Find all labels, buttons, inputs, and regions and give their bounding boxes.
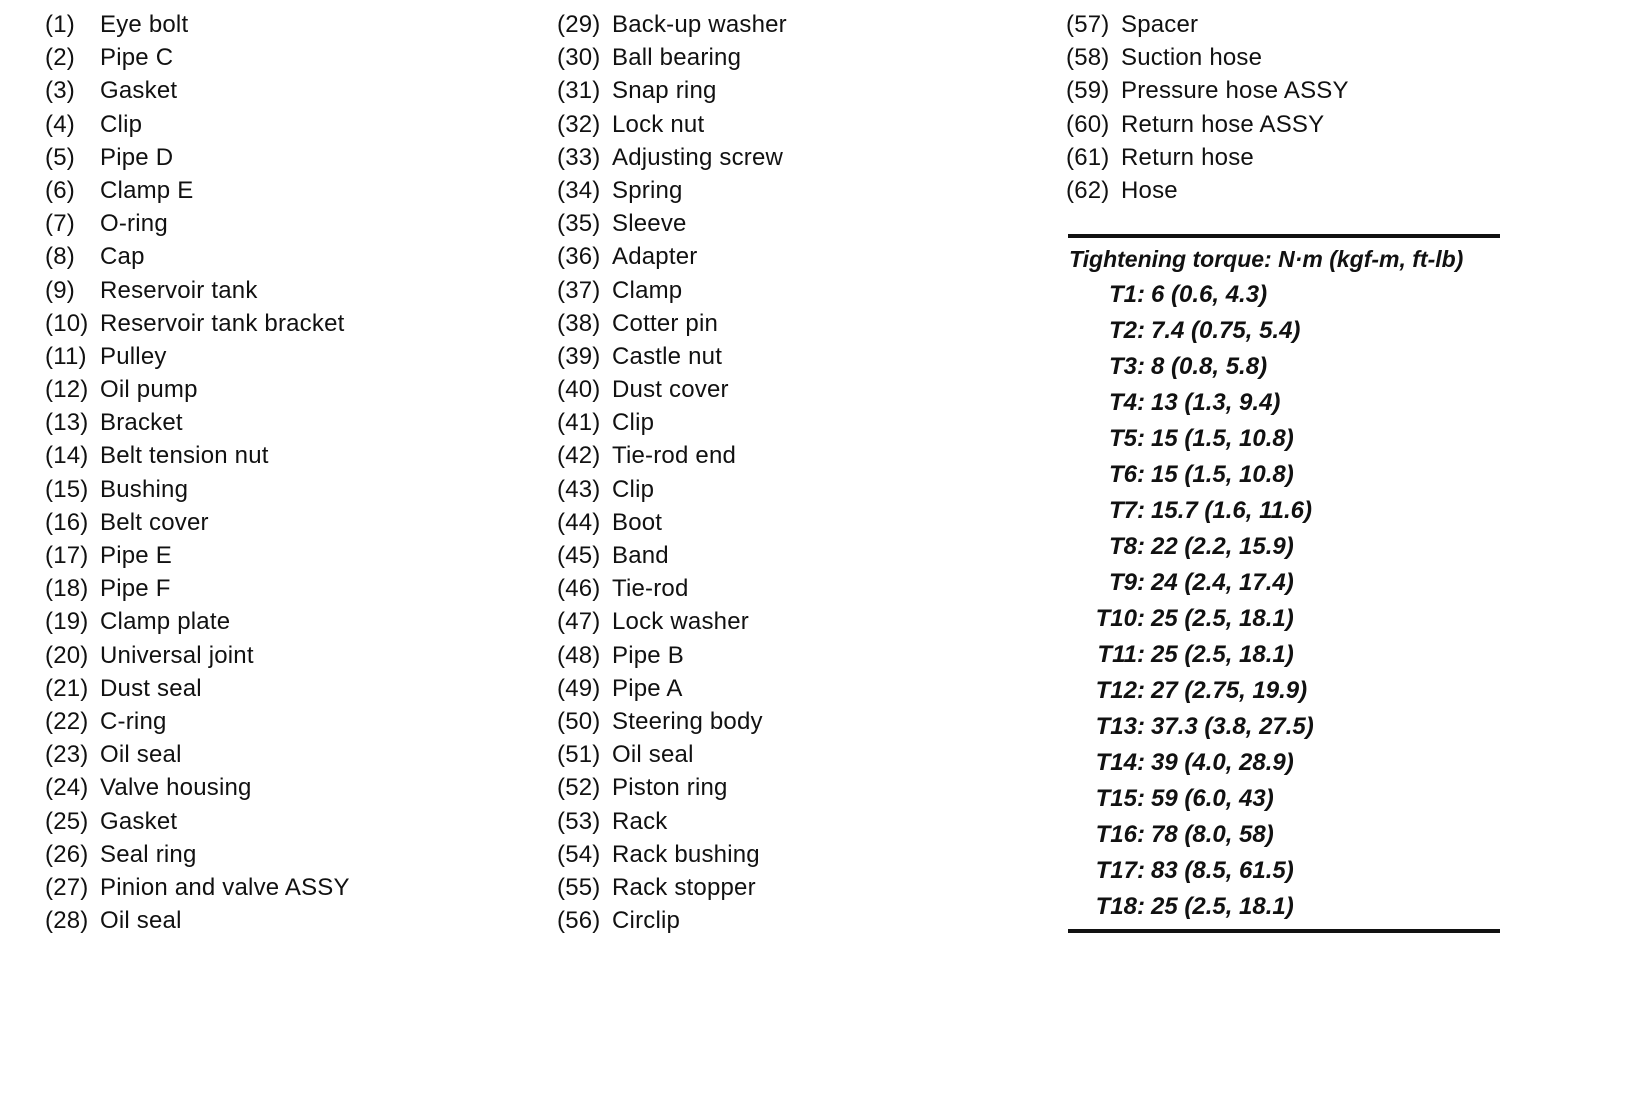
part-item: [557, 672, 787, 705]
torque-code: T18:: [1095, 893, 1145, 920]
torque-table: [1069, 241, 1463, 925]
torque-value: 22 (2.2, 15.9): [1151, 533, 1294, 560]
part-name: Pressure hose ASSY: [1121, 77, 1349, 105]
parts-list-column-2: [557, 8, 787, 937]
part-number: (43): [557, 475, 601, 503]
part-item: [45, 904, 350, 937]
part-number: (25): [45, 807, 89, 835]
part-name: Pinion and valve ASSY: [100, 873, 350, 901]
part-number: (53): [557, 807, 601, 835]
part-number: (38): [557, 309, 601, 337]
part-number: (11): [45, 342, 87, 370]
part-name: Bracket: [100, 409, 183, 437]
torque-row: [1069, 817, 1463, 853]
part-name: Pipe C: [100, 44, 174, 72]
part-number: (15): [45, 475, 89, 503]
part-name: Rack bushing: [612, 840, 760, 868]
part-name: Tie-rod end: [612, 442, 737, 470]
torque-code: T12:: [1095, 677, 1145, 704]
part-item: [45, 373, 350, 406]
torque-code: T6:: [1109, 461, 1145, 488]
part-item: [557, 506, 787, 539]
part-item: [45, 838, 350, 871]
part-number: (46): [557, 575, 601, 603]
part-name: Gasket: [100, 77, 178, 105]
part-name: Spring: [612, 176, 683, 204]
torque-value: 8 (0.8, 5.8): [1151, 353, 1268, 380]
part-number: (18): [45, 575, 89, 603]
part-name: Gasket: [100, 807, 178, 835]
part-item: [45, 672, 350, 705]
part-name: Oil seal: [100, 741, 182, 769]
part-name: Suction hose: [1121, 44, 1263, 72]
part-name: Band: [612, 542, 669, 569]
part-name: Cotter pin: [612, 309, 719, 337]
part-name: Back-up washer: [612, 11, 787, 38]
part-number: (58): [1066, 44, 1110, 72]
part-name: Pipe B: [612, 641, 684, 669]
part-name: Clip: [100, 110, 143, 138]
torque-value: 78 (8.0, 58): [1151, 821, 1274, 848]
part-number: (27): [45, 873, 89, 901]
part-name: Oil seal: [612, 741, 694, 769]
part-item: [45, 439, 350, 472]
part-number: (35): [557, 210, 601, 238]
torque-row: [1069, 529, 1463, 565]
part-item: [1066, 174, 1349, 207]
part-item: [45, 340, 350, 373]
part-name: Clamp plate: [100, 608, 231, 636]
torque-row: [1069, 853, 1463, 889]
torque-row: [1069, 313, 1463, 349]
part-name: Seal ring: [100, 840, 197, 868]
torque-value: 6 (0.6, 4.3): [1151, 281, 1268, 308]
torque-code: T14:: [1095, 749, 1145, 776]
part-name: Bushing: [100, 475, 189, 503]
part-name: Pulley: [100, 342, 167, 370]
part-name: Belt cover: [100, 508, 209, 536]
part-number: (8): [45, 243, 75, 271]
part-number: (14): [45, 442, 89, 470]
part-number: (10): [45, 309, 89, 337]
part-item: [45, 141, 350, 174]
part-item: [557, 838, 787, 871]
part-number: (20): [45, 641, 89, 669]
torque-code: T15:: [1095, 785, 1145, 812]
torque-value: 83 (8.5, 61.5): [1151, 857, 1294, 884]
part-number: (50): [557, 707, 601, 735]
part-item: [557, 8, 787, 41]
part-number: (7): [45, 210, 75, 238]
part-item: [557, 406, 787, 439]
part-item: [557, 141, 787, 174]
torque-value: 15 (1.5, 10.8): [1151, 461, 1294, 488]
torque-table-top-rule: [1068, 234, 1500, 238]
torque-code: T8:: [1109, 533, 1145, 560]
torque-row: [1069, 493, 1463, 529]
part-name: Valve housing: [100, 774, 252, 802]
part-item: [45, 605, 350, 638]
part-item: [45, 207, 350, 240]
part-item: [557, 871, 787, 904]
part-item: [45, 539, 350, 572]
part-name: Lock washer: [612, 608, 749, 636]
part-number: (47): [557, 608, 601, 636]
part-item: [45, 240, 350, 273]
part-item: [1066, 8, 1349, 41]
part-number: (22): [45, 707, 89, 735]
part-name: Pipe E: [100, 542, 172, 569]
part-number: (45): [557, 542, 601, 569]
torque-code: T1:: [1109, 281, 1145, 308]
part-number: (33): [557, 143, 601, 171]
torque-value: 25 (2.5, 18.1): [1151, 893, 1294, 920]
part-item: [557, 705, 787, 738]
part-name: Oil pump: [100, 376, 198, 404]
torque-row: [1069, 565, 1463, 601]
part-name: Clip: [612, 409, 655, 437]
part-number: (1): [45, 11, 75, 38]
part-item: [45, 771, 350, 804]
part-item: [557, 74, 787, 107]
part-number: (36): [557, 243, 601, 271]
part-name: O-ring: [100, 210, 168, 238]
torque-row: [1069, 781, 1463, 817]
torque-value: 15.7 (1.6, 11.6): [1151, 497, 1312, 524]
part-item: [557, 605, 787, 638]
part-number: (9): [45, 276, 75, 304]
part-item: [1066, 108, 1349, 141]
part-number: (30): [557, 44, 601, 72]
torque-table-title: Tightening torque: N·m (kgf-m, ft-lb): [1069, 246, 1464, 272]
part-item: [557, 639, 787, 672]
part-item: [557, 41, 787, 74]
part-item: [45, 74, 350, 107]
part-name: Pipe F: [100, 575, 171, 603]
part-item: [557, 174, 787, 207]
part-item: [45, 307, 350, 340]
torque-code: T11:: [1097, 641, 1145, 668]
part-name: Sleeve: [612, 210, 687, 238]
part-item: [1066, 41, 1349, 74]
part-item: [45, 572, 350, 605]
part-number: (34): [557, 176, 601, 204]
part-name: Clamp: [612, 276, 683, 304]
part-number: (52): [557, 774, 601, 802]
torque-row: [1069, 709, 1463, 745]
part-item: [557, 274, 787, 307]
part-item: [557, 572, 787, 605]
part-item: [557, 539, 787, 572]
part-name: Cap: [100, 243, 145, 271]
part-name: Piston ring: [612, 774, 728, 802]
part-name: Adjusting screw: [612, 143, 784, 171]
torque-row: [1069, 601, 1463, 637]
part-item: [557, 771, 787, 804]
part-item: [45, 738, 350, 771]
torque-row: [1069, 385, 1463, 421]
torque-rows: [1069, 277, 1463, 925]
part-name: Universal joint: [100, 641, 254, 669]
torque-row: [1069, 745, 1463, 781]
part-item: [557, 738, 787, 771]
torque-code: T9:: [1109, 569, 1145, 596]
parts-list-column-3: [1066, 8, 1349, 207]
part-name: Dust cover: [612, 376, 729, 404]
part-name: Rack: [612, 807, 668, 835]
part-name: Boot: [612, 508, 663, 536]
part-name: Circlip: [612, 907, 681, 935]
part-name: C-ring: [100, 707, 167, 735]
part-item: [45, 406, 350, 439]
torque-code: T13:: [1095, 713, 1145, 740]
torque-row: [1069, 277, 1463, 313]
part-number: (62): [1066, 176, 1110, 204]
part-item: [557, 439, 787, 472]
part-name: Adapter: [612, 243, 698, 271]
part-number: (41): [557, 409, 601, 437]
part-number: (17): [45, 542, 89, 569]
part-number: (57): [1066, 11, 1110, 38]
part-number: (31): [557, 77, 601, 105]
part-item: [557, 207, 787, 240]
part-number: (32): [557, 110, 601, 138]
part-item: [557, 373, 787, 406]
part-name: Belt tension nut: [100, 442, 269, 470]
torque-code: T4:: [1109, 389, 1145, 416]
torque-value: 37.3 (3.8, 27.5): [1151, 713, 1314, 740]
part-number: (59): [1066, 77, 1110, 105]
part-number: (6): [45, 176, 75, 204]
part-number: (44): [557, 508, 601, 536]
torque-row: [1069, 673, 1463, 709]
part-item: [45, 174, 350, 207]
part-number: (24): [45, 774, 89, 802]
part-name: Pipe A: [612, 674, 683, 702]
part-number: (42): [557, 442, 601, 470]
torque-row: [1069, 457, 1463, 493]
torque-value: 15 (1.5, 10.8): [1151, 425, 1294, 452]
part-name: Pipe D: [100, 143, 174, 171]
torque-value: 27 (2.75, 19.9): [1151, 677, 1308, 704]
part-number: (60): [1066, 110, 1110, 138]
torque-code: T17:: [1095, 857, 1145, 884]
part-number: (28): [45, 907, 89, 935]
part-number: (19): [45, 608, 89, 636]
torque-value: 24 (2.4, 17.4): [1151, 569, 1294, 596]
part-item: [45, 805, 350, 838]
part-number: (39): [557, 342, 601, 370]
part-number: (2): [45, 44, 75, 72]
part-number: (29): [557, 11, 601, 38]
part-name: Reservoir tank: [100, 276, 258, 304]
part-name: Lock nut: [612, 110, 705, 138]
part-item: [1066, 74, 1349, 107]
part-name: Oil seal: [100, 907, 182, 935]
part-name: Return hose ASSY: [1121, 110, 1325, 138]
part-name: Reservoir tank bracket: [100, 309, 345, 337]
part-item: [45, 108, 350, 141]
part-number: (37): [557, 276, 601, 304]
torque-value: 59 (6.0, 43): [1151, 785, 1274, 812]
part-number: (54): [557, 840, 601, 868]
part-item: [45, 8, 350, 41]
part-item: [557, 904, 787, 937]
part-item: [557, 108, 787, 141]
part-name: Rack stopper: [612, 873, 756, 901]
torque-value: 39 (4.0, 28.9): [1151, 749, 1294, 776]
torque-code: T3:: [1109, 353, 1145, 380]
part-name: Tie-rod: [612, 575, 689, 603]
part-item: [557, 473, 787, 506]
torque-row: [1069, 637, 1463, 673]
part-item: [1066, 141, 1349, 174]
parts-list-column-1: [45, 8, 350, 937]
torque-value: 7.4 (0.75, 5.4): [1151, 317, 1301, 344]
part-item: [45, 639, 350, 672]
torque-code: T2:: [1109, 317, 1145, 344]
part-name: Eye bolt: [100, 11, 189, 38]
part-number: (13): [45, 409, 89, 437]
torque-row: [1069, 349, 1463, 385]
part-item: [45, 871, 350, 904]
part-number: (51): [557, 741, 601, 769]
part-item: [45, 274, 350, 307]
part-item: [45, 41, 350, 74]
part-name: Clip: [612, 475, 655, 503]
part-item: [557, 805, 787, 838]
part-number: (26): [45, 840, 89, 868]
part-number: (56): [557, 907, 601, 935]
part-name: Clamp E: [100, 176, 194, 204]
part-number: (48): [557, 641, 601, 669]
part-item: [557, 240, 787, 273]
part-number: (3): [45, 77, 75, 105]
part-item: [45, 506, 350, 539]
part-item: [557, 307, 787, 340]
torque-row: [1069, 889, 1463, 925]
torque-value: 25 (2.5, 18.1): [1151, 641, 1294, 668]
torque-code: T5:: [1109, 425, 1145, 452]
part-name: Return hose: [1121, 143, 1254, 171]
part-item: [557, 340, 787, 373]
part-number: (61): [1066, 143, 1110, 171]
torque-code: T7:: [1109, 497, 1145, 524]
part-number: (4): [45, 110, 75, 138]
torque-row: [1069, 421, 1463, 457]
part-item: [45, 473, 350, 506]
part-number: (49): [557, 674, 601, 702]
part-number: (12): [45, 376, 89, 404]
part-number: (5): [45, 143, 75, 171]
part-number: (55): [557, 873, 601, 901]
part-name: Castle nut: [612, 342, 723, 370]
part-name: Steering body: [612, 707, 763, 735]
part-name: Spacer: [1121, 11, 1199, 38]
part-number: (23): [45, 741, 89, 769]
part-name: Hose: [1121, 176, 1178, 204]
part-number: (16): [45, 508, 89, 536]
part-item: [45, 705, 350, 738]
part-number: (40): [557, 376, 601, 404]
part-name: Dust seal: [100, 674, 202, 702]
part-name: Snap ring: [612, 77, 717, 105]
part-name: Ball bearing: [612, 44, 742, 72]
torque-code: T16:: [1095, 821, 1145, 848]
torque-value: 25 (2.5, 18.1): [1151, 605, 1294, 632]
torque-table-bottom-rule: [1068, 929, 1500, 933]
part-number: (21): [45, 674, 89, 702]
torque-code: T10:: [1095, 605, 1145, 632]
torque-value: 13 (1.3, 9.4): [1151, 389, 1281, 416]
